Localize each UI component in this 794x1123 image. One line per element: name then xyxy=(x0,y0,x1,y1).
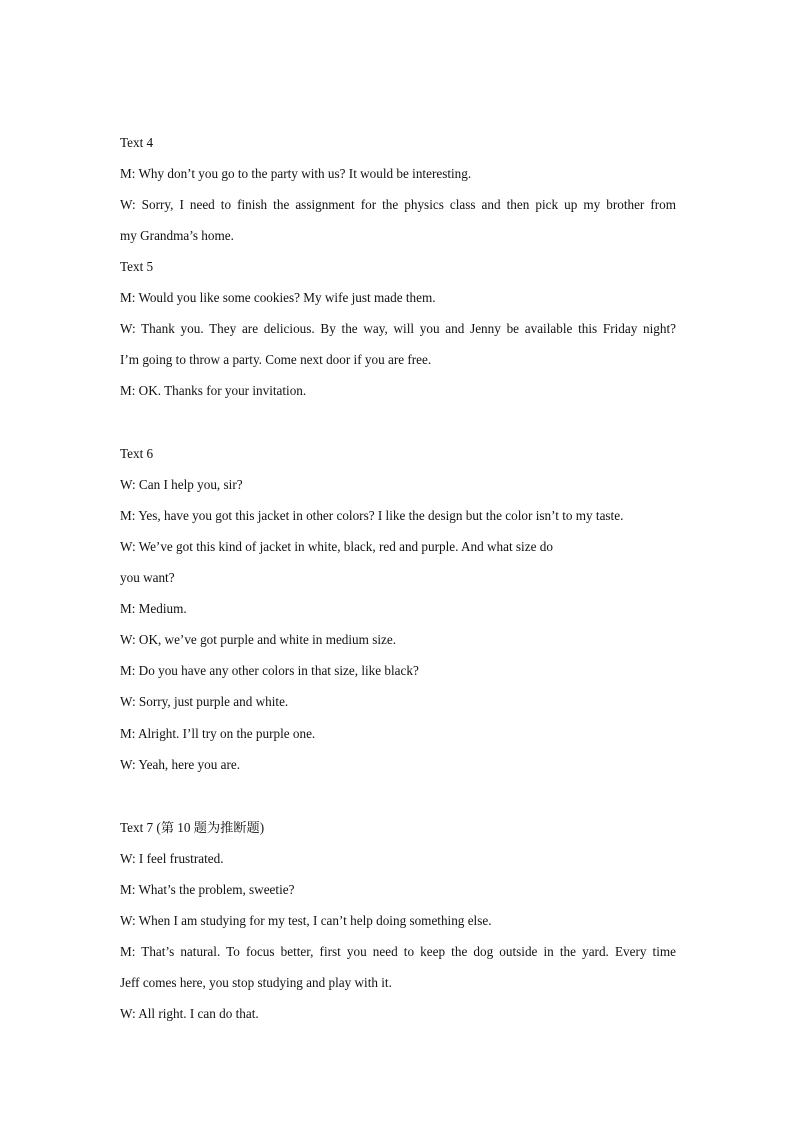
dialogue-line: W: Can I help you, sir? xyxy=(120,477,243,492)
dialogue-line: M: Why don’t you go to the party with us? It would be interesting. xyxy=(120,166,472,181)
dialogue-line: W: Yeah, here you are. xyxy=(120,757,240,772)
dialogue-line: M: OK. Thanks for your invitation. xyxy=(120,383,307,398)
dialogue-line: Jeff comes here, you stop studying and play with it. xyxy=(120,975,392,990)
dialogue-line: W: All right. I can do that. xyxy=(120,1006,259,1021)
text-6-heading: Text 6 xyxy=(120,446,154,461)
dialogue-line: W: Sorry, just purple and white. xyxy=(120,694,289,709)
text-4-heading: Text 4 xyxy=(120,135,154,150)
dialogue-line: W: When I am studying for my test, I can’t help doing something else. xyxy=(120,913,492,928)
dialogue-line: M: Yes, have you got this jacket in other colors? I like the design but the color isn’t to my taste. xyxy=(120,508,624,523)
dialogue-line: M: Alright. I’ll try on the purple one. xyxy=(120,726,316,741)
dialogue-line: my Grandma’s home. xyxy=(120,228,234,243)
dialogue-line: I’m going to throw a party. Come next door if you are free. xyxy=(120,352,432,367)
dialogue-line: you want? xyxy=(120,570,175,585)
dialogue-line: M: Medium. xyxy=(120,601,187,616)
dialogue-line: W: OK, we’ve got purple and white in medium size. xyxy=(120,632,397,647)
text-7-heading: Text 7 (第 10 题为推断题) xyxy=(120,820,265,835)
dialogue-line: M: What’s the problem, sweetie? xyxy=(120,882,295,897)
dialogue-line: W: We’ve got this kind of jacket in white, black, red and purple. And what size do xyxy=(120,539,553,554)
dialogue-line: M: Would you like some cookies? My wife just made them. xyxy=(120,290,436,305)
dialogue-line: W: I feel frustrated. xyxy=(120,851,224,866)
dialogue-line: M: That’s natural. To focus better, first you need to keep the dog outside in the yard. Every time xyxy=(120,944,676,959)
text-5-heading: Text 5 xyxy=(120,259,154,274)
dialogue-line: M: Do you have any other colors in that size, like black? xyxy=(120,663,419,678)
dialogue-line: W: Thank you. They are delicious. By the way, will you and Jenny be available this Friday night? xyxy=(120,321,676,336)
dialogue-line: W: Sorry, I need to finish the assignment for the physics class and then pick up my brother from xyxy=(120,197,676,212)
